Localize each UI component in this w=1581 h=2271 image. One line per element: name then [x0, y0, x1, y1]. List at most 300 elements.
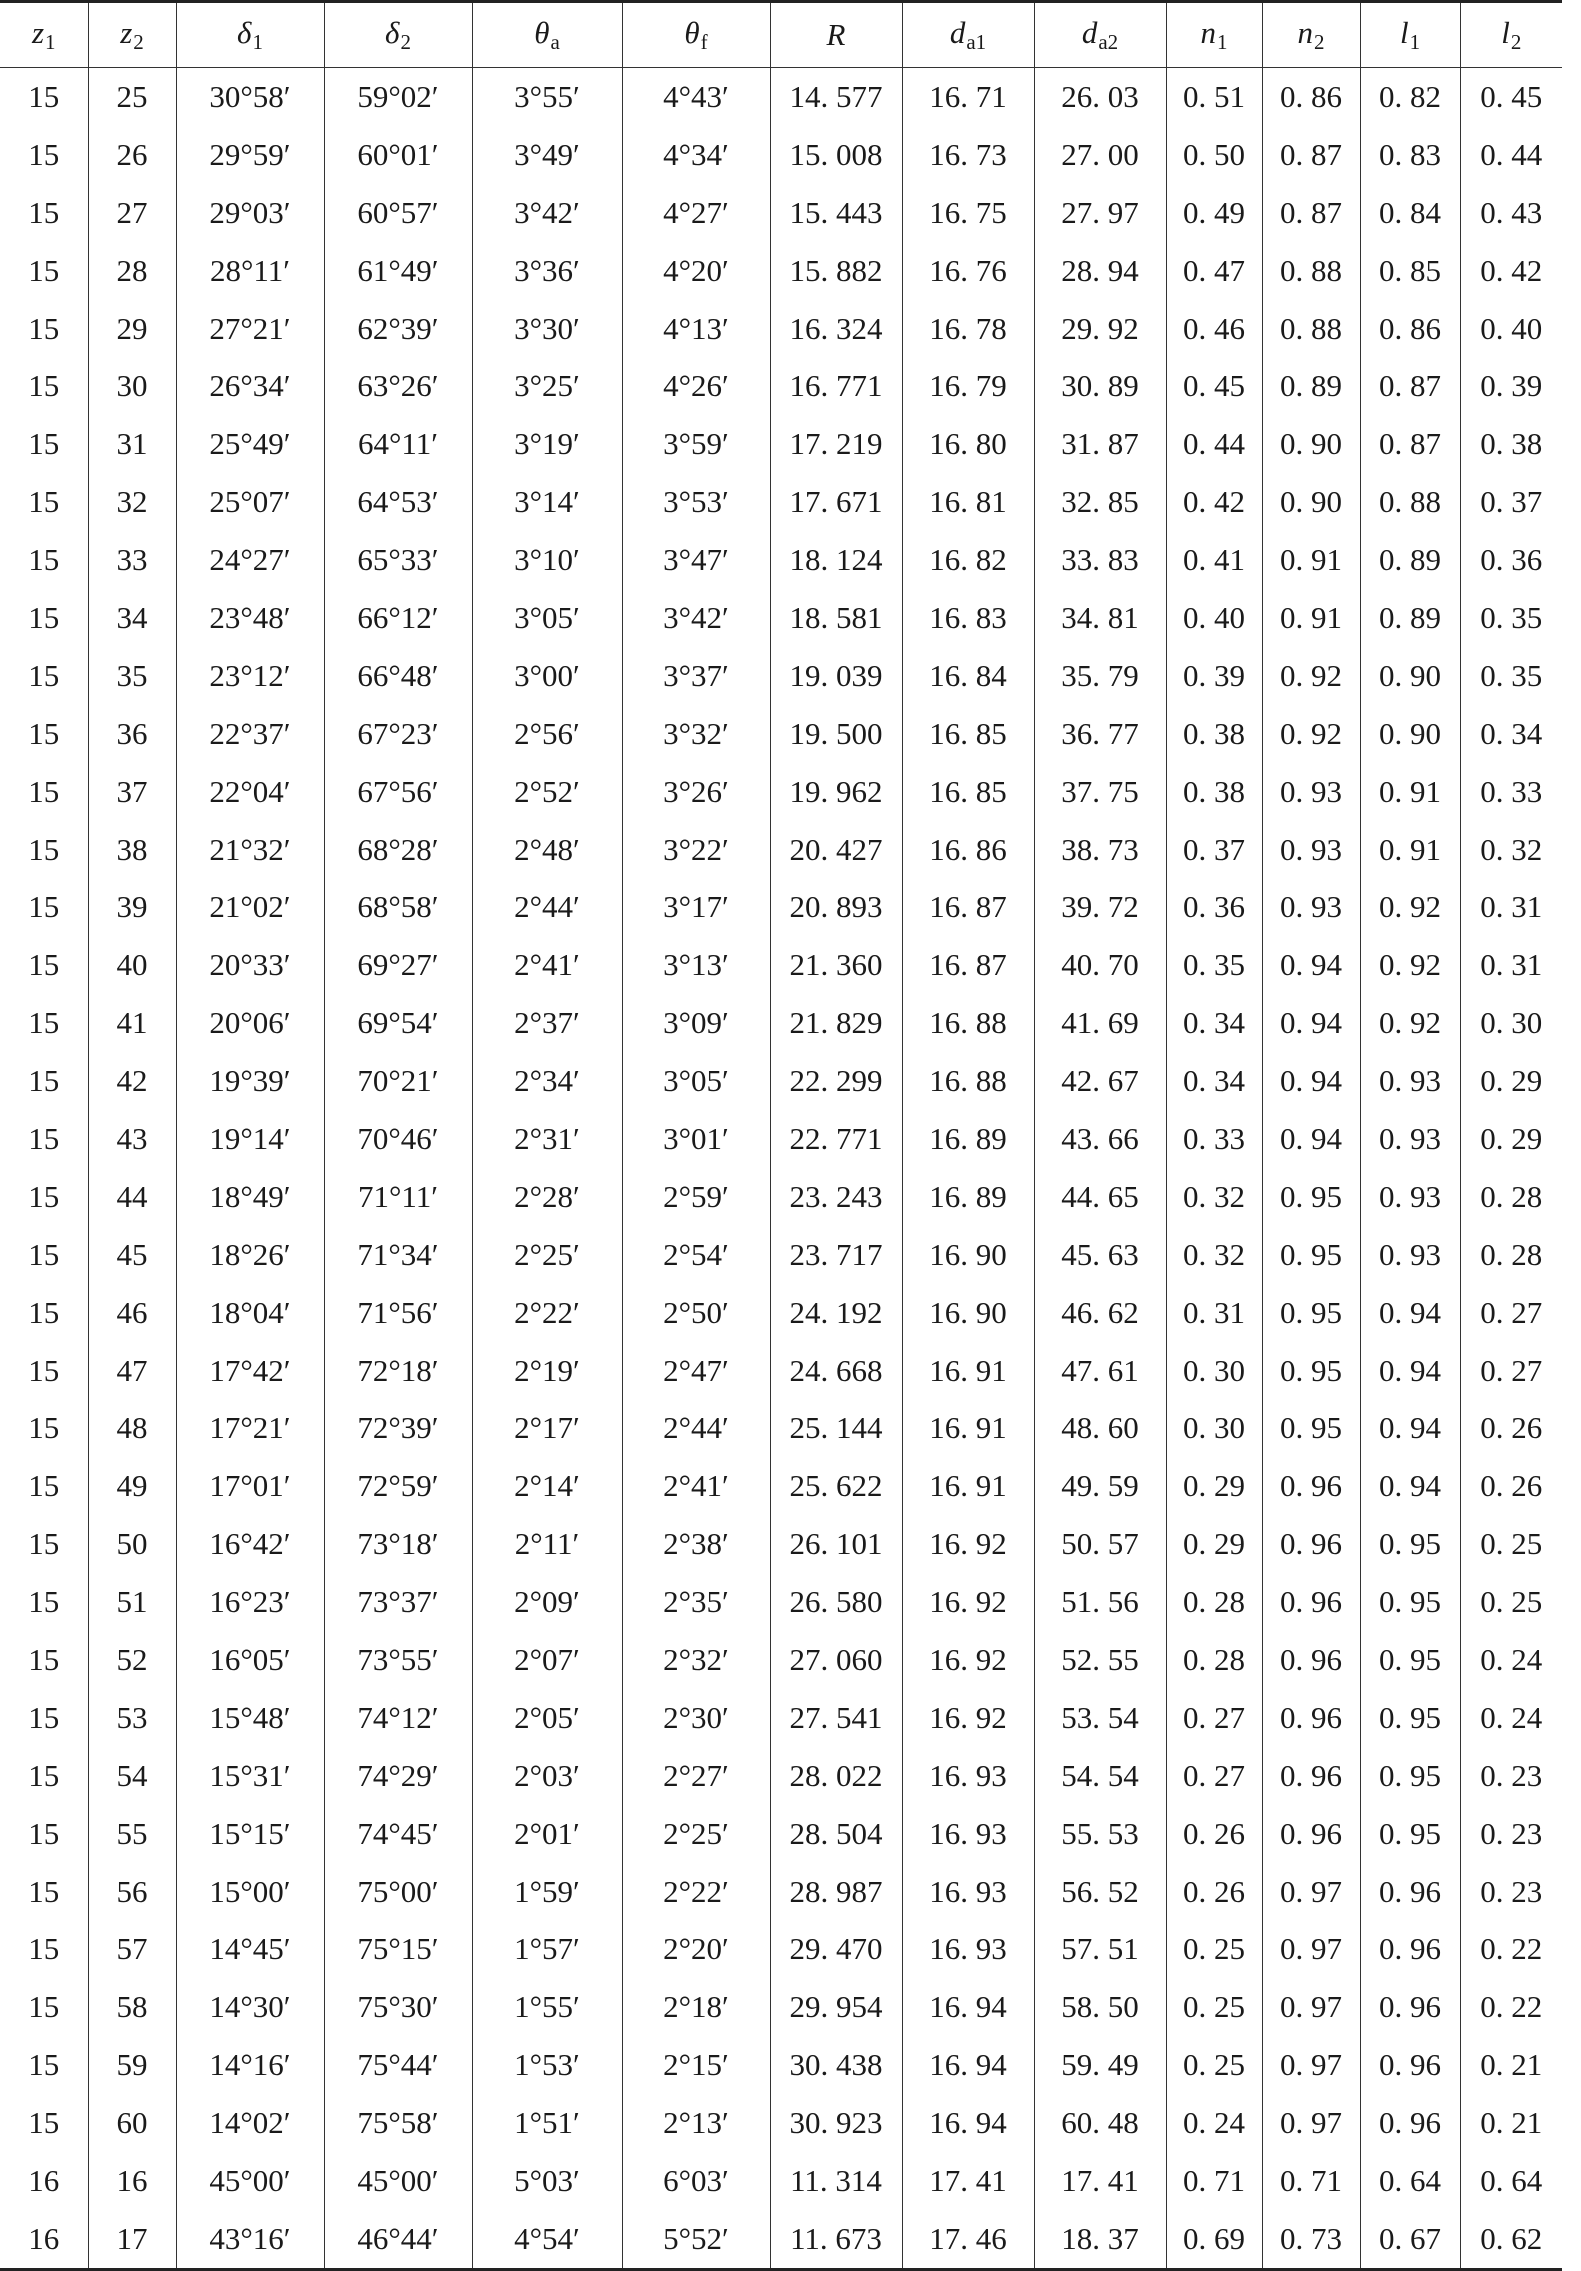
table-row [0, 1631, 1562, 1689]
table-cell: 0. 94 [1262, 936, 1360, 994]
table-cell: 0. 41 [1166, 531, 1262, 589]
header-subscript: 1 [45, 30, 56, 54]
table-cell: 0. 23 [1460, 1863, 1562, 1921]
table-cell: 16. 771 [770, 357, 902, 415]
table-cell: 0. 96 [1360, 2036, 1460, 2094]
table-cell: 15 [0, 589, 88, 647]
table-cell: 29°03′ [176, 184, 324, 242]
table-cell: 0. 71 [1262, 2152, 1360, 2210]
table-cell: 2°17′ [472, 1399, 622, 1457]
table-cell: 0. 25 [1460, 1573, 1562, 1631]
table-row [0, 1457, 1562, 1515]
table-cell: 16. 76 [902, 242, 1034, 300]
table-cell: 16 [0, 2210, 88, 2269]
table-cell: 75°58′ [324, 2094, 472, 2152]
table-cell: 54 [88, 1747, 176, 1805]
table-cell: 51 [88, 1573, 176, 1631]
table-cell: 2°01′ [472, 1805, 622, 1863]
table-cell: 17°21′ [176, 1399, 324, 1457]
header-subscript: 2 [1510, 30, 1522, 54]
table-cell: 0. 21 [1460, 2036, 1562, 2094]
table-cell: 71°34′ [324, 1226, 472, 1284]
table-cell: 15. 008 [770, 126, 902, 184]
table-cell: 2°11′ [472, 1515, 622, 1573]
table-cell: 0. 39 [1166, 647, 1262, 705]
table-cell: 29°59′ [176, 126, 324, 184]
table-cell: 3°22′ [622, 821, 770, 879]
table-cell: 0. 95 [1360, 1689, 1460, 1747]
table-cell: 0. 23 [1460, 1747, 1562, 1805]
table-cell: 0. 93 [1360, 1110, 1460, 1168]
table-cell: 3°09′ [622, 994, 770, 1052]
table-row [0, 2152, 1562, 2210]
table-cell: 15 [0, 821, 88, 879]
table-cell: 3°13′ [622, 936, 770, 994]
table-cell: 0. 96 [1360, 2094, 1460, 2152]
table-cell: 0. 87 [1262, 126, 1360, 184]
table-cell: 64°53′ [324, 473, 472, 531]
header-subscript: 1 [1217, 30, 1228, 54]
header-symbol: z [120, 15, 133, 50]
table-cell: 16. 324 [770, 300, 902, 358]
table-cell: 0. 30 [1166, 1342, 1262, 1400]
table-cell: 59 [88, 2036, 176, 2094]
table-cell: 34 [88, 589, 176, 647]
table-cell: 0. 94 [1360, 1284, 1460, 1342]
table-cell: 3°36′ [472, 242, 622, 300]
table-cell: 42 [88, 1052, 176, 1110]
table-cell: 3°42′ [472, 184, 622, 242]
table-cell: 14°45′ [176, 1921, 324, 1979]
table-cell: 57. 51 [1034, 1921, 1166, 1979]
table-cell: 16. 89 [902, 1168, 1034, 1226]
table-cell: 15 [0, 184, 88, 242]
table-cell: 28. 504 [770, 1805, 902, 1863]
table-cell: 3°37′ [622, 647, 770, 705]
table-cell: 2°52′ [472, 763, 622, 821]
table-cell: 0. 33 [1166, 1110, 1262, 1168]
table-cell: 0. 95 [1262, 1342, 1360, 1400]
table-cell: 2°32′ [622, 1631, 770, 1689]
table-cell: 73°37′ [324, 1573, 472, 1631]
table-cell: 17 [88, 2210, 176, 2269]
table-cell: 0. 34 [1166, 994, 1262, 1052]
table-cell: 0. 90 [1262, 415, 1360, 473]
table-cell: 0. 32 [1460, 821, 1562, 879]
table-cell: 16. 94 [902, 2094, 1034, 2152]
table-cell: 0. 95 [1360, 1515, 1460, 1573]
table-cell: 0. 93 [1360, 1168, 1460, 1226]
table-cell: 72°18′ [324, 1342, 472, 1400]
table-cell: 23°12′ [176, 647, 324, 705]
table-cell: 0. 92 [1360, 878, 1460, 936]
table-cell: 0. 93 [1262, 821, 1360, 879]
table-cell: 15 [0, 1342, 88, 1400]
table-cell: 18. 124 [770, 531, 902, 589]
table-cell: 15 [0, 68, 88, 126]
table-cell: 0. 29 [1166, 1515, 1262, 1573]
table-cell: 0. 67 [1360, 2210, 1460, 2269]
table-cell: 20. 893 [770, 878, 902, 936]
table-cell: 75°15′ [324, 1921, 472, 1979]
table-cell: 14. 577 [770, 68, 902, 126]
table-cell: 3°19′ [472, 415, 622, 473]
table-cell: 59. 49 [1034, 2036, 1166, 2094]
table-cell: 65°33′ [324, 531, 472, 589]
table-row [0, 763, 1562, 821]
table-cell: 19. 039 [770, 647, 902, 705]
table-cell: 0. 28 [1166, 1573, 1262, 1631]
table-cell: 32 [88, 473, 176, 531]
table-cell: 0. 64 [1460, 2152, 1562, 2210]
table-cell: 0. 38 [1166, 763, 1262, 821]
table-row [0, 1863, 1562, 1921]
table-cell: 3°05′ [622, 1052, 770, 1110]
table-cell: 51. 56 [1034, 1573, 1166, 1631]
table-row [0, 1689, 1562, 1747]
table-cell: 17°42′ [176, 1342, 324, 1400]
table-cell: 0. 96 [1262, 1457, 1360, 1515]
table-cell: 0. 51 [1166, 68, 1262, 126]
table-cell: 0. 96 [1360, 1863, 1460, 1921]
table-row [0, 994, 1562, 1052]
table-cell: 16. 90 [902, 1284, 1034, 1342]
header-subscript: 1 [1409, 30, 1421, 54]
table-cell: 0. 27 [1166, 1689, 1262, 1747]
table-cell: 0. 95 [1262, 1284, 1360, 1342]
table-cell: 0. 93 [1360, 1052, 1460, 1110]
table-cell: 0. 37 [1166, 821, 1262, 879]
table-cell: 28 [88, 242, 176, 300]
table-row [0, 1747, 1562, 1805]
table-cell: 19°39′ [176, 1052, 324, 1110]
table-cell: 0. 42 [1460, 242, 1562, 300]
table-cell: 0. 88 [1262, 242, 1360, 300]
column-header [472, 2, 622, 68]
table-cell: 3°00′ [472, 647, 622, 705]
column-header [1460, 2, 1562, 68]
table-cell: 75°44′ [324, 2036, 472, 2094]
table-cell: 4°34′ [622, 126, 770, 184]
table-cell: 60. 48 [1034, 2094, 1166, 2152]
table-cell: 27. 541 [770, 1689, 902, 1747]
table-cell: 38. 73 [1034, 821, 1166, 879]
table-cell: 68°28′ [324, 821, 472, 879]
table-cell: 3°10′ [472, 531, 622, 589]
table-cell: 2°25′ [622, 1805, 770, 1863]
table-cell: 52. 55 [1034, 1631, 1166, 1689]
table-cell: 17. 671 [770, 473, 902, 531]
table-cell: 0. 93 [1262, 763, 1360, 821]
table-cell: 0. 95 [1262, 1399, 1360, 1457]
table-cell: 2°41′ [622, 1457, 770, 1515]
table-cell: 0. 69 [1166, 2210, 1262, 2269]
table-row [0, 1284, 1562, 1342]
table-cell: 15 [0, 763, 88, 821]
table-cell: 15 [0, 2094, 88, 2152]
table-cell: 15 [0, 1573, 88, 1631]
table-cell: 47. 61 [1034, 1342, 1166, 1400]
header-symbol: l [1399, 15, 1409, 50]
table-cell: 0. 30 [1166, 1399, 1262, 1457]
table-cell: 2°05′ [472, 1689, 622, 1747]
table-cell: 0. 49 [1166, 184, 1262, 242]
table-cell: 0. 24 [1460, 1689, 1562, 1747]
table-cell: 0. 93 [1360, 1226, 1460, 1284]
table-cell: 0. 85 [1360, 242, 1460, 300]
table-cell: 16. 82 [902, 531, 1034, 589]
table-cell: 15. 882 [770, 242, 902, 300]
table-cell: 0. 71 [1166, 2152, 1262, 2210]
table-row [0, 1342, 1562, 1400]
table-cell: 0. 62 [1460, 2210, 1562, 2269]
table-cell: 0. 28 [1166, 1631, 1262, 1689]
table-cell: 0. 31 [1166, 1284, 1262, 1342]
table-cell: 36. 77 [1034, 705, 1166, 763]
table-cell: 2°09′ [472, 1573, 622, 1631]
table-cell: 0. 89 [1262, 357, 1360, 415]
table-cell: 22°04′ [176, 763, 324, 821]
table-cell: 3°53′ [622, 473, 770, 531]
table-cell: 14°30′ [176, 1978, 324, 2036]
table-cell: 1°51′ [472, 2094, 622, 2152]
table-cell: 16. 87 [902, 936, 1034, 994]
table-cell: 16. 85 [902, 705, 1034, 763]
table-row [0, 878, 1562, 936]
table-cell: 11. 673 [770, 2210, 902, 2269]
header-subscript: 1 [252, 30, 263, 54]
table-cell: 16. 91 [902, 1342, 1034, 1400]
table-row [0, 936, 1562, 994]
table-cell: 21°32′ [176, 821, 324, 879]
table-cell: 0. 31 [1460, 936, 1562, 994]
table-cell: 60°57′ [324, 184, 472, 242]
table-cell: 3°05′ [472, 589, 622, 647]
table-cell: 0. 22 [1460, 1921, 1562, 1979]
table-cell: 0. 94 [1360, 1342, 1460, 1400]
table-cell: 45 [88, 1226, 176, 1284]
table-row [0, 1515, 1562, 1573]
table-cell: 56 [88, 1863, 176, 1921]
table-cell: 16. 73 [902, 126, 1034, 184]
table-cell: 4°20′ [622, 242, 770, 300]
table-cell: 15 [0, 357, 88, 415]
table-cell: 23. 243 [770, 1168, 902, 1226]
table-cell: 0. 97 [1262, 2036, 1360, 2094]
table-cell: 26. 03 [1034, 68, 1166, 126]
table-cell: 15 [0, 242, 88, 300]
table-cell: 15 [0, 473, 88, 531]
table-cell: 74°12′ [324, 1689, 472, 1747]
table-cell: 15 [0, 300, 88, 358]
table-cell: 43. 66 [1034, 1110, 1166, 1168]
table-cell: 16. 84 [902, 647, 1034, 705]
table-cell: 0. 35 [1460, 589, 1562, 647]
table-cell: 16. 80 [902, 415, 1034, 473]
table-cell: 2°13′ [622, 2094, 770, 2152]
table-cell: 16. 85 [902, 763, 1034, 821]
table-cell: 23. 717 [770, 1226, 902, 1284]
table-cell: 4°43′ [622, 68, 770, 126]
header-symbol: n [1200, 15, 1216, 50]
table-cell: 2°22′ [622, 1863, 770, 1921]
table-cell: 15°48′ [176, 1689, 324, 1747]
table-cell: 60 [88, 2094, 176, 2152]
header-symbol: R [826, 17, 846, 52]
table-cell: 15 [0, 531, 88, 589]
table-cell: 71°56′ [324, 1284, 472, 1342]
table-cell: 0. 89 [1360, 589, 1460, 647]
table-cell: 72°59′ [324, 1457, 472, 1515]
table-cell: 0. 44 [1460, 126, 1562, 184]
table-cell: 15 [0, 1284, 88, 1342]
table-cell: 35. 79 [1034, 647, 1166, 705]
column-header [1034, 2, 1166, 68]
table-cell: 19°14′ [176, 1110, 324, 1168]
header-subscript: a2 [1098, 30, 1119, 54]
table-cell: 17. 41 [902, 2152, 1034, 2210]
table-cell: 73°55′ [324, 1631, 472, 1689]
table-cell: 17. 46 [902, 2210, 1034, 2269]
table-cell: 0. 35 [1460, 647, 1562, 705]
table-cell: 2°14′ [472, 1457, 622, 1515]
column-header [902, 2, 1034, 68]
column-header [176, 2, 324, 68]
table-cell: 48. 60 [1034, 1399, 1166, 1457]
table-cell: 3°49′ [472, 126, 622, 184]
table-cell: 16°42′ [176, 1515, 324, 1573]
table-cell: 15 [0, 2036, 88, 2094]
table-cell: 0. 96 [1262, 1747, 1360, 1805]
table-cell: 0. 25 [1460, 1515, 1562, 1573]
table-cell: 0. 34 [1166, 1052, 1262, 1110]
table-cell: 16. 88 [902, 994, 1034, 1052]
header-symbol: θ [684, 15, 700, 50]
table-cell: 0. 94 [1262, 1052, 1360, 1110]
table-cell: 29. 954 [770, 1978, 902, 2036]
table-cell: 52 [88, 1631, 176, 1689]
table-cell: 0. 97 [1262, 2094, 1360, 2152]
table-row [0, 184, 1562, 242]
table-row [0, 1168, 1562, 1226]
table-cell: 74°29′ [324, 1747, 472, 1805]
table-cell: 41. 69 [1034, 994, 1166, 1052]
table-cell: 16. 83 [902, 589, 1034, 647]
table-cell: 2°30′ [622, 1689, 770, 1747]
table-cell: 2°48′ [472, 821, 622, 879]
column-header [1262, 2, 1360, 68]
table-cell: 59°02′ [324, 68, 472, 126]
table-cell: 2°35′ [622, 1573, 770, 1631]
header-subscript: 2 [1314, 30, 1325, 54]
table-cell: 15 [0, 415, 88, 473]
table-cell: 0. 38 [1460, 415, 1562, 473]
table-cell: 63°26′ [324, 357, 472, 415]
table-cell: 39. 72 [1034, 878, 1166, 936]
header-symbol: δ [385, 15, 400, 50]
table-cell: 0. 64 [1360, 2152, 1460, 2210]
table-cell: 26. 580 [770, 1573, 902, 1631]
table-cell: 18°26′ [176, 1226, 324, 1284]
table-row [0, 1110, 1562, 1168]
table-cell: 2°03′ [472, 1747, 622, 1805]
table-cell: 18°04′ [176, 1284, 324, 1342]
table-cell: 3°59′ [622, 415, 770, 473]
table-cell: 0. 87 [1262, 184, 1360, 242]
table-cell: 27. 97 [1034, 184, 1166, 242]
column-header [1166, 2, 1262, 68]
header-subscript: a1 [966, 30, 987, 54]
table-cell: 45°00′ [176, 2152, 324, 2210]
table-cell: 0. 92 [1360, 936, 1460, 994]
table-cell: 3°25′ [472, 357, 622, 415]
table-cell: 0. 92 [1262, 647, 1360, 705]
table-row [0, 357, 1562, 415]
table-cell: 56. 52 [1034, 1863, 1166, 1921]
table-cell: 0. 37 [1460, 473, 1562, 531]
table-cell: 28°11′ [176, 242, 324, 300]
table-cell: 0. 30 [1460, 994, 1562, 1052]
table-cell: 3°26′ [622, 763, 770, 821]
table-cell: 15 [0, 1168, 88, 1226]
table-cell: 2°07′ [472, 1631, 622, 1689]
table-cell: 1°53′ [472, 2036, 622, 2094]
table-cell: 5°03′ [472, 2152, 622, 2210]
table-cell: 15 [0, 1399, 88, 1457]
table-cell: 30°58′ [176, 68, 324, 126]
table-row [0, 1052, 1562, 1110]
table-cell: 58 [88, 1978, 176, 2036]
table-cell: 6°03′ [622, 2152, 770, 2210]
table-cell: 15 [0, 1978, 88, 2036]
table-cell: 3°01′ [622, 1110, 770, 1168]
table-row [0, 1805, 1562, 1863]
table-cell: 0. 96 [1360, 1978, 1460, 2036]
table-cell: 0. 44 [1166, 415, 1262, 473]
table-cell: 37. 75 [1034, 763, 1166, 821]
table-cell: 0. 95 [1262, 1226, 1360, 1284]
header-symbol: z [31, 15, 45, 50]
table-cell: 20°06′ [176, 994, 324, 1052]
table-cell: 1°55′ [472, 1978, 622, 2036]
table-cell: 0. 84 [1360, 184, 1460, 242]
table-row [0, 1978, 1562, 2036]
table-cell: 25°49′ [176, 415, 324, 473]
table-cell: 0. 24 [1166, 2094, 1262, 2152]
table-cell: 0. 43 [1460, 184, 1562, 242]
table-cell: 16. 93 [902, 1863, 1034, 1921]
table-cell: 47 [88, 1342, 176, 1400]
table-cell: 17°01′ [176, 1457, 324, 1515]
table-cell: 0. 23 [1460, 1805, 1562, 1863]
table-cell: 2°47′ [622, 1342, 770, 1400]
table-cell: 0. 46 [1166, 300, 1262, 358]
table-cell: 32. 85 [1034, 473, 1166, 531]
table-cell: 75°30′ [324, 1978, 472, 2036]
table-cell: 16. 87 [902, 878, 1034, 936]
table-cell: 31. 87 [1034, 415, 1166, 473]
table-cell: 0. 83 [1360, 126, 1460, 184]
table-cell: 0. 96 [1262, 1805, 1360, 1863]
header-subscript: f [700, 30, 708, 54]
table-cell: 3°47′ [622, 531, 770, 589]
table-cell: 0. 34 [1460, 705, 1562, 763]
table-cell: 16. 93 [902, 1805, 1034, 1863]
table-cell: 74°45′ [324, 1805, 472, 1863]
table-cell: 16. 90 [902, 1226, 1034, 1284]
table-cell: 2°18′ [622, 1978, 770, 2036]
table-cell: 0. 88 [1262, 300, 1360, 358]
